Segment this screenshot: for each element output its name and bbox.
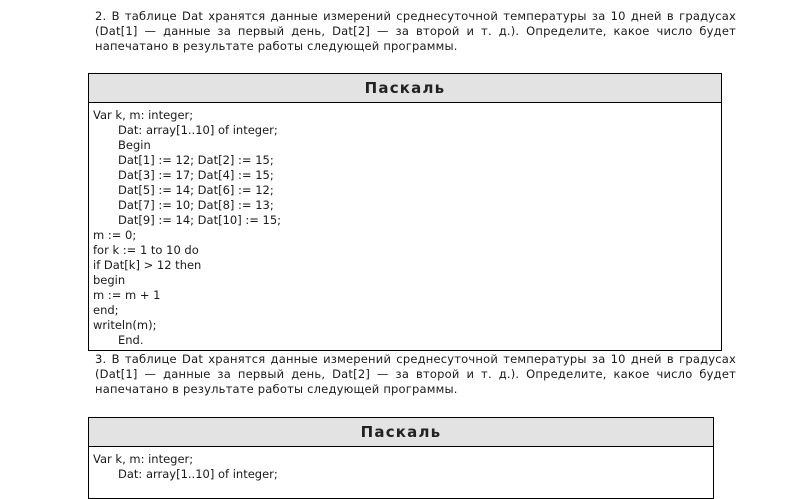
code-box-header: Паскаль <box>89 74 721 103</box>
pascal-code-box-2 <box>88 417 714 499</box>
code-line: Dat: array[1..10] of integer; <box>118 123 278 137</box>
code-line: Dat[1] := 12; Dat[2] := 15; <box>118 153 274 167</box>
code-line: Dat[5] := 14; Dat[6] := 12; <box>118 183 274 197</box>
code-line: begin <box>93 273 126 287</box>
code-line: Dat[7] := 10; Dat[8] := 13; <box>118 198 274 212</box>
code-line: writeln(m); <box>93 318 157 332</box>
code-line: m := 0; <box>93 228 137 242</box>
code-line: Var k, m: integer; <box>93 108 194 122</box>
code-line: End. <box>118 333 144 347</box>
code-listing <box>89 103 721 348</box>
code-line: Dat: array[1..10] of integer; <box>118 467 278 481</box>
task-2-text: В таблице Dat хранятся данные измерений среднесуточной температуры за 10 дней в градусах (Dat[1] — данные за первый день, Dat[2] — за второй и т. д.). Определите, какое число будет напечатано в результате работы следующей программы. <box>95 9 736 53</box>
code-line: if Dat[k] > 12 then <box>93 258 202 272</box>
pascal-code-box-1 <box>88 73 722 351</box>
code-box-header: Паскаль <box>89 418 713 447</box>
code-line: Dat[9] := 14; Dat[10] := 15; <box>118 213 282 227</box>
task-2-statement <box>95 9 736 54</box>
code-line: Dat[3] := 17; Dat[4] := 15; <box>118 168 274 182</box>
task-3-text: В таблице Dat хранятся данные измерений среднесуточной температуры за 10 дней в градусах (Dat[1] — данные за первый день, Dat[2] — за второй и т. д.). Определите, какое число будет напечатано в результате работы следующей программы. <box>95 352 736 396</box>
code-line: end; <box>93 303 119 317</box>
code-line: for k := 1 to 10 do <box>93 243 199 257</box>
code-line: Var k, m: integer; <box>93 452 194 466</box>
task-3-statement <box>95 352 736 397</box>
task-3-number: 3. <box>95 352 107 366</box>
task-2-number: 2. <box>95 9 107 23</box>
code-listing <box>89 447 713 482</box>
code-line: m := m + 1 <box>93 288 161 302</box>
code-line: Begin <box>118 138 151 152</box>
